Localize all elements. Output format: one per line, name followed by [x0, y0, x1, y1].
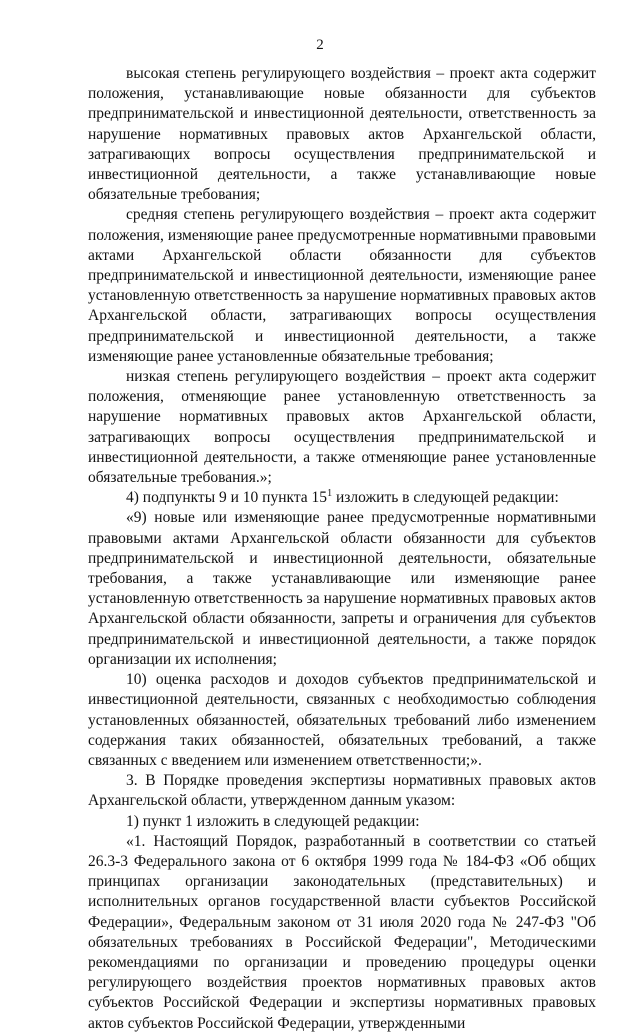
item-4-text-before: 4) подпункты 9 и 10 пункта 15 — [126, 489, 328, 507]
item-4-text-after: изложить в следующей редакции: — [332, 489, 559, 507]
document-body — [88, 64, 596, 1034]
paragraph-low-impact: низкая степень регулирующего воздействия – проект акта содержит положения, отменяющие ранее установленную ответственность за нарушение нормативных правовых актов Архангельской области, затрагивающих вопросы осуществления предпринимательской и инвестиционной деятельности, а также отменяющие ранее установленные обязательные требования.»; — [88, 368, 596, 487]
paragraph-clause-1: «1. Настоящий Порядок, разработанный в соответствии со статьей 26.3-3 Федерального закона от 6 октября 1999 года № 184-ФЗ «Об общих принципах организации законодательных (представительных) и исполнительных органов государственной власти субъектов Российской Федерации», Федеральным законом от 31 июля 2020 года № 247-ФЗ "Об обязательных требованиях в Российской Федерации", Методическими рекомендациями по организации и проведению процедуры оценки регулирующего воздействия проектов нормативных правовых актов субъектов Российской Федерации и экспертизы нормативных правовых актов субъектов Российской Федерации, утвержденными — [88, 832, 596, 1032]
paragraph-subitem-9: «9) новые или изменяющие ранее предусмотренные нормативными правовыми актами Архангельской области обязанности для субъектов предпринимательской и инвестиционной деятельности, обязательные требования, а также устанавливающие или изменяющие ранее установленную ответственность за нарушение нормативных правовых актов Архангельской области обязанности, запреты и ограничения для субъектов предпринимательской и инвестиционной деятельности, а также порядок организации их исполнения; — [88, 509, 596, 668]
paragraph-medium-impact: средняя степень регулирующего воздействия – проект акта содержит положения, изменяющие ранее предусмотренные нормативными правовыми актами Архангельской области обязанности для субъектов предпринимательской и инвестиционной деятельности, изменяющие ранее установленную ответственность за нарушение нормативных правовых актов Архангельской области, затрагивающих вопросы осуществления предпринимательской и инвестиционной деятельности, а также изменяющие ранее установленные обязательные требования; — [88, 206, 596, 365]
paragraph-section-3: 3. В Порядке проведения экспертизы нормативных правовых актов Архангельской области, утвержденном данным указом: — [88, 772, 596, 810]
paragraph-high-impact: высокая степень регулирующего воздействия – проект акта содержит положения, устанавливающие новые обязанности для субъектов предпринимательской и инвестиционной деятельности, ответственность за нарушение нормативных правовых актов Архангельской области, затрагивающих вопросы осуществления предпринимательской и инвестиционной деятельности, а также устанавливающие новые обязательные требования; — [88, 65, 596, 204]
page-number: 2 — [316, 37, 324, 53]
paragraph-item-4 — [88, 488, 596, 508]
paragraph-subitem-1: 1) пункт 1 изложить в следующей редакции: — [126, 812, 420, 830]
item-4-superscript: 1 — [327, 488, 333, 500]
paragraph-subitem-10: 10) оценка расходов и доходов субъектов предпринимательской и инвестиционной деятельности, связанных с необходимостью соблюдения установленных обязанностей, обязательных требований либо изменением содержания таких обязанностей, обязательных требований, а также связанных с введением или изменением ответственности;». — [88, 671, 596, 769]
